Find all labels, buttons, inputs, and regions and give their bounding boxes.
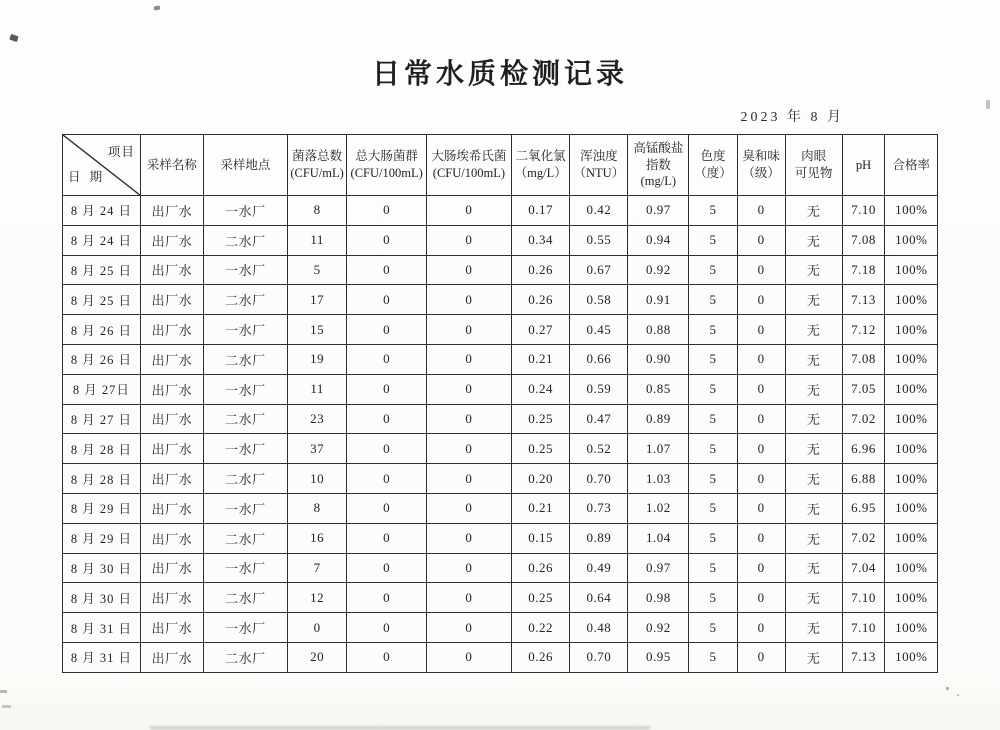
table-header-row [63,135,938,196]
sample-name-cell: 出厂水 [140,196,203,226]
odor-taste-cell: 0 [737,404,785,434]
visible-matter-cell: 无 [785,523,842,553]
odor-taste-cell: 0 [737,613,785,643]
column-header: 菌落总数 (CFU/mL) [287,135,347,196]
chlorine-dioxide-cell: 0.22 [511,613,570,643]
turbidity-cell: 0.64 [570,583,628,613]
date-cell: 8 月 27日 [63,374,141,404]
table-row [63,404,938,434]
total-coliform-cell: 0 [347,434,427,464]
table-row [63,553,938,583]
date-cell: 8 月 24 日 [63,196,141,226]
total-coliform-cell: 0 [347,583,427,613]
corner-label-item: 项目 [107,145,135,159]
ph-cell: 7.10 [842,583,885,613]
sample-location-cell: 二水厂 [203,225,287,255]
permanganate-index-cell: 0.85 [628,374,689,404]
sample-location-cell: 一水厂 [203,553,287,583]
total-coliform-cell: 0 [347,344,427,374]
chroma-cell: 5 [689,374,737,404]
column-header: 浑浊度 （NTU） [570,135,628,196]
ecoli-cell: 0 [426,553,511,583]
date-cell: 8 月 28 日 [63,434,141,464]
ph-cell: 7.10 [842,613,885,643]
ecoli-cell: 0 [426,404,511,434]
permanganate-index-cell: 0.91 [628,285,689,315]
odor-taste-cell: 0 [737,583,785,613]
visible-matter-cell: 无 [785,642,842,672]
date-cell: 8 月 30 日 [63,553,141,583]
colony-count-cell: 20 [287,642,347,672]
table-row [63,434,938,464]
date-cell: 8 月 25 日 [63,285,141,315]
visible-matter-cell: 无 [785,583,842,613]
total-coliform-cell: 0 [347,553,427,583]
odor-taste-cell: 0 [737,196,785,226]
column-header: 肉眼 可见物 [785,135,842,196]
chlorine-dioxide-cell: 0.25 [511,434,570,464]
sample-location-cell: 一水厂 [203,493,287,523]
colony-count-cell: 12 [287,583,347,613]
chroma-cell: 5 [689,225,737,255]
corner-header-cell [63,135,141,196]
ph-cell: 6.88 [842,464,885,494]
sample-location-cell: 二水厂 [203,285,287,315]
column-header: 总大肠菌群 (CFU/100mL) [347,135,427,196]
colony-count-cell: 5 [287,255,347,285]
pass-rate-cell: 100% [885,434,938,464]
table-row [63,464,938,494]
pass-rate-cell: 100% [885,553,938,583]
turbidity-cell: 0.70 [570,464,628,494]
visible-matter-cell: 无 [785,404,842,434]
odor-taste-cell: 0 [737,493,785,523]
chroma-cell: 5 [689,196,737,226]
permanganate-index-cell: 0.98 [628,583,689,613]
pass-rate-cell: 100% [885,285,938,315]
odor-taste-cell: 0 [737,374,785,404]
pass-rate-cell: 100% [885,493,938,523]
ph-cell: 7.10 [842,196,885,226]
chlorine-dioxide-cell: 0.26 [511,553,570,583]
chlorine-dioxide-cell: 0.17 [511,196,570,226]
date-cell: 8 月 26 日 [63,315,141,345]
total-coliform-cell: 0 [347,374,427,404]
ecoli-cell: 0 [426,464,511,494]
turbidity-cell: 0.66 [570,344,628,374]
visible-matter-cell: 无 [785,434,842,464]
sample-location-cell: 一水厂 [203,434,287,464]
visible-matter-cell: 无 [785,285,842,315]
turbidity-cell: 0.67 [570,255,628,285]
colony-count-cell: 7 [287,553,347,583]
ph-cell: 6.95 [842,493,885,523]
sample-location-cell: 一水厂 [203,196,287,226]
ph-cell: 7.08 [842,225,885,255]
ph-cell: 7.13 [842,285,885,315]
visible-matter-cell: 无 [785,553,842,583]
chroma-cell: 5 [689,434,737,464]
sample-name-cell: 出厂水 [140,404,203,434]
turbidity-cell: 0.55 [570,225,628,255]
chroma-cell: 5 [689,583,737,613]
table-row [63,583,938,613]
sample-location-cell: 二水厂 [203,583,287,613]
table-row [63,374,938,404]
visible-matter-cell: 无 [785,225,842,255]
date-cell: 8 月 24 日 [63,225,141,255]
pass-rate-cell: 100% [885,374,938,404]
chlorine-dioxide-cell: 0.24 [511,374,570,404]
odor-taste-cell: 0 [737,344,785,374]
chroma-cell: 5 [689,344,737,374]
chroma-cell: 5 [689,642,737,672]
sample-location-cell: 二水厂 [203,464,287,494]
visible-matter-cell: 无 [785,613,842,643]
chroma-cell: 5 [689,285,737,315]
odor-taste-cell: 0 [737,285,785,315]
permanganate-index-cell: 0.97 [628,553,689,583]
ph-cell: 6.96 [842,434,885,464]
column-header: 二氧化氯 （mg/L） [511,135,570,196]
turbidity-cell: 0.45 [570,315,628,345]
chroma-cell: 5 [689,613,737,643]
pass-rate-cell: 100% [885,523,938,553]
column-header: pH [842,135,885,196]
sample-name-cell: 出厂水 [140,285,203,315]
permanganate-index-cell: 0.90 [628,344,689,374]
visible-matter-cell: 无 [785,374,842,404]
ecoli-cell: 0 [426,344,511,374]
turbidity-cell: 0.42 [570,196,628,226]
turbidity-cell: 0.52 [570,434,628,464]
odor-taste-cell: 0 [737,553,785,583]
table-row [63,285,938,315]
table-body [63,196,938,673]
chlorine-dioxide-cell: 0.25 [511,404,570,434]
column-header: 采样地点 [203,135,287,196]
column-header: 合格率 [885,135,938,196]
date-cell: 8 月 29 日 [63,493,141,523]
pass-rate-cell: 100% [885,344,938,374]
sample-name-cell: 出厂水 [140,613,203,643]
sample-location-cell: 一水厂 [203,255,287,285]
column-header: 采样名称 [140,135,203,196]
column-header: 大肠埃希氏菌 (CFU/100mL) [426,135,511,196]
visible-matter-cell: 无 [785,315,842,345]
sample-name-cell: 出厂水 [140,255,203,285]
colony-count-cell: 37 [287,434,347,464]
chlorine-dioxide-cell: 0.15 [511,523,570,553]
chlorine-dioxide-cell: 0.26 [511,642,570,672]
ph-cell: 7.02 [842,523,885,553]
visible-matter-cell: 无 [785,196,842,226]
colony-count-cell: 15 [287,315,347,345]
permanganate-index-cell: 0.97 [628,196,689,226]
ph-cell: 7.05 [842,374,885,404]
colony-count-cell: 11 [287,374,347,404]
turbidity-cell: 0.70 [570,642,628,672]
ecoli-cell: 0 [426,196,511,226]
permanganate-index-cell: 0.94 [628,225,689,255]
chlorine-dioxide-cell: 0.21 [511,344,570,374]
ecoli-cell: 0 [426,374,511,404]
visible-matter-cell: 无 [785,493,842,523]
sample-name-cell: 出厂水 [140,315,203,345]
pass-rate-cell: 100% [885,196,938,226]
ph-cell: 7.12 [842,315,885,345]
sample-name-cell: 出厂水 [140,374,203,404]
document-title: 日常水质检测记录 [371,59,628,90]
colony-count-cell: 8 [287,196,347,226]
ph-cell: 7.13 [842,642,885,672]
ph-cell: 7.18 [842,255,885,285]
turbidity-cell: 0.58 [570,285,628,315]
chlorine-dioxide-cell: 0.27 [511,315,570,345]
ecoli-cell: 0 [426,225,511,255]
permanganate-index-cell: 0.88 [628,315,689,345]
sample-name-cell: 出厂水 [140,553,203,583]
chroma-cell: 5 [689,523,737,553]
total-coliform-cell: 0 [347,642,427,672]
date-cell: 8 月 25 日 [63,255,141,285]
pass-rate-cell: 100% [885,642,938,672]
total-coliform-cell: 0 [347,493,427,523]
sample-name-cell: 出厂水 [140,434,203,464]
ecoli-cell: 0 [426,613,511,643]
permanganate-index-cell: 0.89 [628,404,689,434]
colony-count-cell: 23 [287,404,347,434]
total-coliform-cell: 0 [347,464,427,494]
scan-artifact [946,687,949,690]
sample-name-cell: 出厂水 [140,464,203,494]
ecoli-cell: 0 [426,434,511,464]
column-header: 色度 （度） [689,135,737,196]
table-row [63,255,938,285]
colony-count-cell: 10 [287,464,347,494]
scan-artifact [957,694,959,696]
date-cell: 8 月 27 日 [63,404,141,434]
chlorine-dioxide-cell: 0.25 [511,583,570,613]
turbidity-cell: 0.89 [570,523,628,553]
table-row [63,315,938,345]
odor-taste-cell: 0 [737,464,785,494]
total-coliform-cell: 0 [347,404,427,434]
date-cell: 8 月 26 日 [63,344,141,374]
pass-rate-cell: 100% [885,464,938,494]
table-row [63,493,938,523]
scan-artifact [150,726,650,730]
pass-rate-cell: 100% [885,315,938,345]
ecoli-cell: 0 [426,583,511,613]
ph-cell: 7.04 [842,553,885,583]
date-note: 2023 年 8 月 [740,110,844,125]
turbidity-cell: 0.59 [570,374,628,404]
chroma-cell: 5 [689,493,737,523]
chroma-cell: 5 [689,255,737,285]
total-coliform-cell: 0 [347,613,427,643]
date-cell: 8 月 28 日 [63,464,141,494]
colony-count-cell: 17 [287,285,347,315]
sample-name-cell: 出厂水 [140,642,203,672]
sample-name-cell: 出厂水 [140,523,203,553]
sample-name-cell: 出厂水 [140,493,203,523]
odor-taste-cell: 0 [737,315,785,345]
chlorine-dioxide-cell: 0.21 [511,493,570,523]
date-cell: 8 月 30 日 [63,583,141,613]
sample-location-cell: 一水厂 [203,374,287,404]
colony-count-cell: 11 [287,225,347,255]
sample-location-cell: 一水厂 [203,613,287,643]
permanganate-index-cell: 0.92 [628,255,689,285]
sample-location-cell: 二水厂 [203,404,287,434]
permanganate-index-cell: 0.95 [628,642,689,672]
odor-taste-cell: 0 [737,255,785,285]
column-header: 高锰酸盐 指数 (mg/L) [628,135,689,196]
sample-location-cell: 一水厂 [203,315,287,345]
ecoli-cell: 0 [426,315,511,345]
total-coliform-cell: 0 [347,225,427,255]
chroma-cell: 5 [689,315,737,345]
chroma-cell: 5 [689,464,737,494]
date-cell: 8 月 29 日 [63,523,141,553]
visible-matter-cell: 无 [785,255,842,285]
turbidity-cell: 0.48 [570,613,628,643]
ecoli-cell: 0 [426,642,511,672]
chlorine-dioxide-cell: 0.26 [511,285,570,315]
ecoli-cell: 0 [426,255,511,285]
pass-rate-cell: 100% [885,613,938,643]
colony-count-cell: 8 [287,493,347,523]
table-row [63,642,938,672]
permanganate-index-cell: 1.02 [628,493,689,523]
scan-artifact [0,690,7,693]
pass-rate-cell: 100% [885,255,938,285]
sample-name-cell: 出厂水 [140,344,203,374]
ecoli-cell: 0 [426,523,511,553]
column-header: 臭和味 （级） [737,135,785,196]
permanganate-index-cell: 1.07 [628,434,689,464]
odor-taste-cell: 0 [737,434,785,464]
visible-matter-cell: 无 [785,344,842,374]
turbidity-cell: 0.47 [570,404,628,434]
chroma-cell: 5 [689,553,737,583]
colony-count-cell: 0 [287,613,347,643]
pass-rate-cell: 100% [885,583,938,613]
water-quality-table [62,134,938,673]
sample-location-cell: 二水厂 [203,642,287,672]
chlorine-dioxide-cell: 0.34 [511,225,570,255]
scan-artifact [2,705,11,708]
sample-name-cell: 出厂水 [140,225,203,255]
turbidity-cell: 0.73 [570,493,628,523]
permanganate-index-cell: 0.92 [628,613,689,643]
total-coliform-cell: 0 [347,315,427,345]
ecoli-cell: 0 [426,285,511,315]
total-coliform-cell: 0 [347,285,427,315]
turbidity-cell: 0.49 [570,553,628,583]
total-coliform-cell: 0 [347,255,427,285]
date-cell: 8 月 31 日 [63,642,141,672]
ph-cell: 7.02 [842,404,885,434]
odor-taste-cell: 0 [737,225,785,255]
date-cell: 8 月 31 日 [63,613,141,643]
corner-label-date: 日 期 [68,170,106,185]
odor-taste-cell: 0 [737,642,785,672]
table-row [63,613,938,643]
permanganate-index-cell: 1.04 [628,523,689,553]
table-row [63,344,938,374]
chlorine-dioxide-cell: 0.20 [511,464,570,494]
table-row [63,225,938,255]
permanganate-index-cell: 1.03 [628,464,689,494]
sample-location-cell: 二水厂 [203,344,287,374]
table-row [63,523,938,553]
pass-rate-cell: 100% [885,225,938,255]
sample-location-cell: 二水厂 [203,523,287,553]
total-coliform-cell: 0 [347,523,427,553]
chroma-cell: 5 [689,404,737,434]
pass-rate-cell: 100% [885,404,938,434]
colony-count-cell: 19 [287,344,347,374]
ecoli-cell: 0 [426,493,511,523]
odor-taste-cell: 0 [737,523,785,553]
table-row [63,196,938,226]
visible-matter-cell: 无 [785,464,842,494]
ph-cell: 7.08 [842,344,885,374]
chlorine-dioxide-cell: 0.26 [511,255,570,285]
sample-name-cell: 出厂水 [140,583,203,613]
colony-count-cell: 16 [287,523,347,553]
total-coliform-cell: 0 [347,196,427,226]
